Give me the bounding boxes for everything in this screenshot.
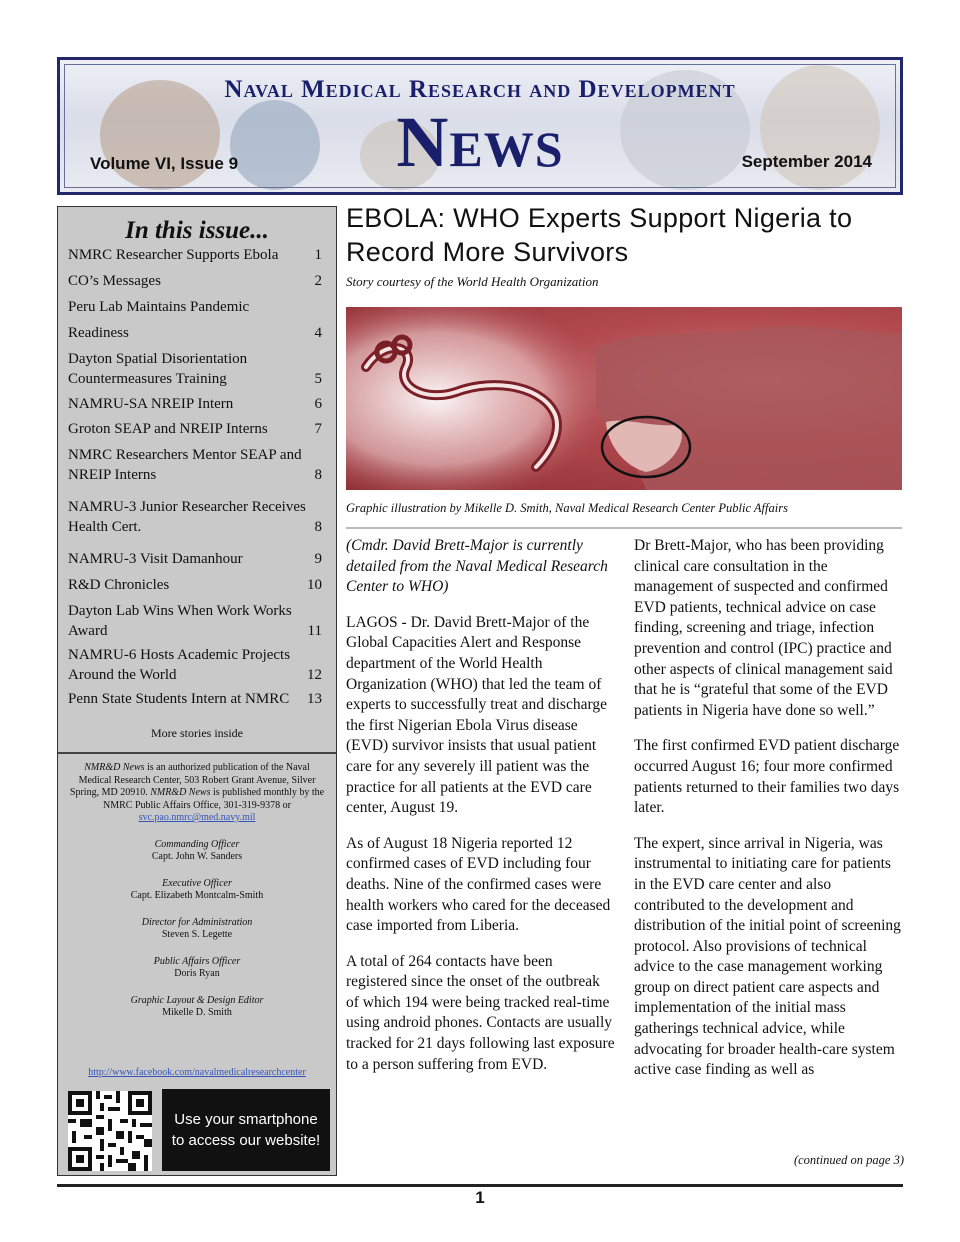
toc-item[interactable] [68,445,322,485]
toc-item-title: NMRC Researchers Mentor SEAP and NREIP Interns [68,447,302,483]
staff-name: Steven S. Legette [161,929,233,940]
toc-item-title: R&D Chronicles [68,577,170,593]
publication-name: NMR&D News [84,762,145,773]
toc-item[interactable] [68,297,322,317]
article-paragraph: As of August 18 Nigeria reported 12 confirmed cases of EVD including four deaths. Nine of the confirmed cases were health workers who cared for the deceased case imported from Liberia. [346,834,611,935]
article-paragraph: The expert, since arrival in Nigeria, was instrumental to initiating care for patients in the EVD care center and also contributed to the development and distribution of the initial point of screening protocol. Also provisions of technical advice to the case management working group on direct patient care aspects and implementation of the initial mass gatherings technical advice, while advocating for broader health-care system active case finding as well as [634,834,901,1079]
toc-item-title: Peru Lab Maintains Pandemic [68,299,250,315]
toc-item-title: NMRC Researcher Supports Ebola [68,247,279,263]
toc-item[interactable] [68,645,322,685]
toc-item-title: Groton SEAP and NREIP Interns [68,421,268,437]
article-headline: EBOLA: WHO Experts Support Nigeria to Record More Survivors [346,203,853,267]
toc-item-page: 4 [314,325,322,341]
toc-item[interactable] [68,271,322,291]
staff-role: Public Affairs Officer [153,955,241,967]
toc-item-page: 7 [314,421,322,437]
publication-blurb-1: is an authorized publication of the Naval Medical Research Center, 503 Robert Grant Avenue, Silver Spring, MD 20910. [69,762,316,798]
toc-item-title: Penn State Students Intern at NMRC [68,691,290,707]
toc-item[interactable] [68,323,322,343]
toc-item-title: CO’s Messages [68,273,161,289]
toc-item[interactable] [68,394,322,414]
more-stories-note: More stories inside [151,726,243,740]
article-paragraph: Dr Brett-Major, who has been providing clinical care consultation in the management of suspected and confirmed EVD patients, technical advice on case finding, screening and triage, infection prevention and control (IPC) practice and other aspects of clinical management said that he is “grateful that some of the EVD patients in Nigeria have done so well.” [634,537,893,719]
ebola-virus-icon [346,307,902,490]
toc-item[interactable] [68,245,322,265]
toc-item[interactable] [68,601,322,641]
toc-item-title: NAMRU-SA NREIP Intern [68,396,234,412]
toc-item-title: NAMRU-6 Hosts Academic Projects Around the World [68,647,291,683]
ebola-map-illustration [346,307,902,490]
article-column-2 [634,536,904,1096]
toc-item-title: NAMRU-3 Junior Researcher Receives Health Cert. [68,499,306,535]
publication-info [68,762,326,1020]
staff-name: Doris Ryan [174,968,220,979]
toc-item-title: Dayton Lab Wins When Work Works Award [68,603,292,639]
toc-item-page: 6 [314,396,322,412]
masthead-title: News [396,102,564,182]
publication-blurb-2: is published monthly by the NMRC Public Affairs Office, 301-319-9378 or [103,787,325,811]
toc-item-page: 11 [307,623,322,639]
toc-item-page: 13 [307,691,322,707]
masthead-date: September 2014 [741,152,872,171]
qr-code-icon[interactable] [68,1091,152,1171]
toc-item-page: 1 [314,247,322,263]
toc-item-page: 8 [314,467,322,483]
article-column-1 [346,536,616,1090]
image-caption: Graphic illustration by Mikelle D. Smith, Naval Medical Research Center Public Affairs [346,501,788,515]
staff-role: Director for Administration [141,916,253,928]
toc-item-page: 10 [307,577,322,593]
article-paragraph: LAGOS - Dr. David Brett-Major of the Global Capacities Alert and Response department of the World Health Organization (WHO) that led the team of experts to successfully treat and discharge the first Nigerian Ebola Virus disease (EVD) survivor insists that usual patient care for any severely ill patient was the practice for all patients at the EVD care center, August 19. [346,613,607,817]
publication-name-2: NMR&D News [150,787,211,798]
toc-item[interactable] [68,575,322,595]
toc-item-page: 5 [314,371,322,387]
page-number: 1 [475,1188,485,1207]
caption-rule [346,527,902,529]
article-credit: Story courtesy of the World Health Organization [346,274,599,289]
staff-name: Mikelle D. Smith [162,1007,232,1018]
facebook-link[interactable]: http://www.facebook.com/navalmedicalresearchcenter [88,1067,306,1078]
toc-item[interactable] [68,549,322,569]
masthead-organization: Naval Medical Research and Development [224,76,736,103]
toc-heading: In this issue... [125,217,269,244]
sidebar-divider [58,752,336,754]
publication-blurb [68,762,326,825]
article-paragraph: The first confirmed EVD patient discharge occurred August 16; four more confirmed patients returned to their families two days later. [634,737,900,817]
staff-name: Capt. John W. Sanders [151,851,243,862]
article-paragraph: (Cmdr. David Brett-Major is currently detailed from the Naval Medical Research Center to WHO) [346,537,608,596]
continued-note: (continued on page 3) [793,1153,904,1167]
toc-item[interactable] [68,689,322,709]
toc-item[interactable] [68,419,322,439]
article-paragraph: A total of 264 contacts have been registered since the onset of the outbreak of which 194 were being tracked real-time using android phones. Contacts are usually tracked for 21 days following last exposure to a person suffering from EVD. [346,952,615,1073]
toc-item[interactable] [68,497,322,537]
masthead-volume: Volume VI, Issue 9 [90,154,239,173]
staff-role: Commanding Officer [154,838,240,850]
toc-item-page: 2 [314,273,322,289]
footer-rule [57,1184,903,1187]
toc-item[interactable] [68,349,322,389]
email-link[interactable]: svc.pao.nmrc@med.navy.mil [138,812,256,823]
toc-item-page: 12 [307,667,322,683]
toc-item-title: Dayton Spatial Disorientation Countermeasures Training [68,351,248,387]
toc-item-title: NAMRU-3 Visit Damanhour [68,551,243,567]
toc-item-title: Readiness [68,325,129,341]
toc-item-page: 8 [314,519,322,535]
staff-role: Executive Officer [162,877,232,889]
website-cta: Use your smartphone to access our website! [162,1089,330,1171]
staff-name: Capt. Elizabeth Montcalm-Smith [130,890,264,901]
toc-item-page: 9 [314,551,322,567]
staff-role: Graphic Layout & Design Editor [130,994,264,1006]
sidebar [57,206,337,1176]
masthead [57,57,903,195]
